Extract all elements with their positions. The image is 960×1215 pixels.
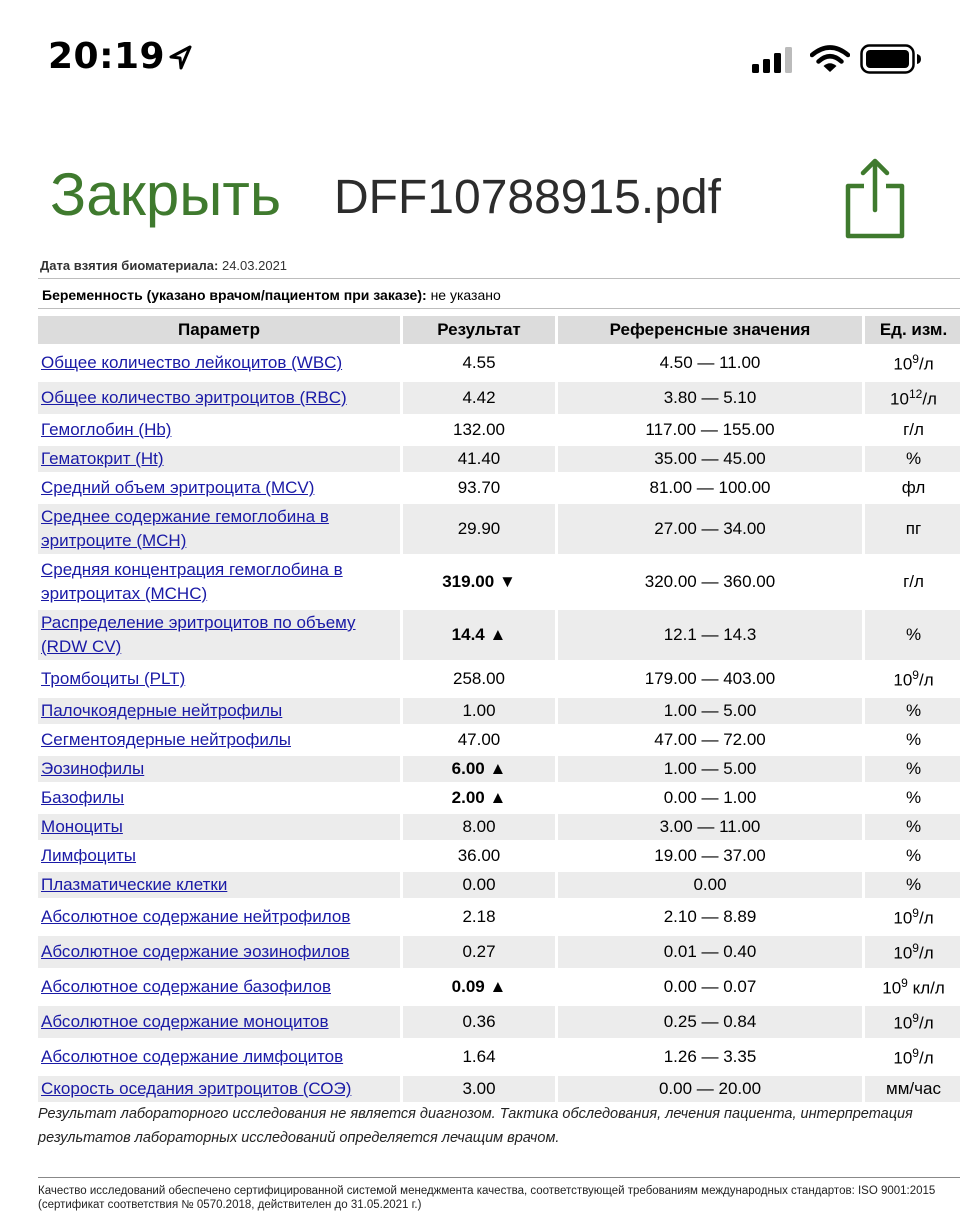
unit-cell bbox=[862, 1006, 960, 1038]
pregnancy-info bbox=[42, 287, 501, 303]
param-cell bbox=[38, 936, 400, 968]
param-cell bbox=[38, 901, 400, 933]
divider bbox=[38, 308, 960, 309]
result-cell bbox=[400, 901, 555, 933]
param-cell bbox=[38, 872, 400, 898]
result-value: 319.00 bbox=[442, 572, 495, 591]
reference-cell: 117.00 — 155.00 bbox=[555, 417, 862, 443]
result-cell bbox=[400, 727, 555, 753]
result-value: 3.00 bbox=[462, 1079, 496, 1098]
param-cell bbox=[38, 557, 400, 607]
unit-cell: % bbox=[862, 843, 960, 869]
unit-cell: пг bbox=[862, 504, 960, 554]
status-time: 20:19 bbox=[48, 36, 166, 77]
battery-icon bbox=[860, 44, 922, 74]
reference-cell: 27.00 — 34.00 bbox=[555, 504, 862, 554]
nav-bar bbox=[0, 150, 960, 250]
param-link[interactable]: Абсолютное содержание моноцитов bbox=[41, 1012, 329, 1031]
unit-cell: % bbox=[862, 698, 960, 724]
result-value: 0.00 bbox=[462, 875, 496, 894]
result-cell bbox=[400, 971, 555, 1003]
table-row bbox=[38, 446, 960, 472]
reference-cell: 2.10 — 8.89 bbox=[555, 901, 862, 933]
sample-date bbox=[40, 258, 287, 273]
param-link[interactable]: Тромбоциты (PLT) bbox=[41, 669, 186, 688]
result-cell bbox=[400, 663, 555, 695]
unit-cell bbox=[862, 901, 960, 933]
unit-suffix: /л bbox=[922, 389, 937, 409]
param-cell bbox=[38, 756, 400, 782]
reference-cell: 12.1 — 14.3 bbox=[555, 610, 862, 660]
unit-cell: % bbox=[862, 446, 960, 472]
reference-cell: 19.00 — 37.00 bbox=[555, 843, 862, 869]
param-cell bbox=[38, 698, 400, 724]
close-button[interactable]: Закрыть bbox=[50, 161, 282, 228]
unit-cell bbox=[862, 936, 960, 968]
unit-suffix: кл/л bbox=[907, 978, 945, 998]
table-row bbox=[38, 843, 960, 869]
table-row bbox=[38, 872, 960, 898]
param-link[interactable]: Лимфоциты bbox=[41, 846, 137, 865]
result-cell bbox=[400, 347, 555, 379]
unit-cell: мм/час bbox=[862, 1076, 960, 1102]
unit-suffix: /л bbox=[918, 1048, 934, 1068]
reference-cell: 1.26 — 3.35 bbox=[555, 1041, 862, 1073]
table-row bbox=[38, 382, 960, 414]
unit-base: 10 bbox=[893, 943, 913, 963]
divider bbox=[38, 278, 960, 279]
result-value: 0.09 bbox=[451, 977, 485, 996]
result-cell bbox=[400, 475, 555, 501]
param-cell bbox=[38, 1006, 400, 1038]
unit-cell: % bbox=[862, 756, 960, 782]
result-cell bbox=[400, 872, 555, 898]
param-link[interactable]: Палочкоядерные нейтрофилы bbox=[41, 701, 283, 720]
unit-cell bbox=[862, 663, 960, 695]
unit-exponent: 9 bbox=[912, 1010, 919, 1025]
param-cell bbox=[38, 843, 400, 869]
unit-base: 10 bbox=[893, 670, 913, 690]
table-row bbox=[38, 936, 960, 968]
reference-cell: 0.00 — 0.07 bbox=[555, 971, 862, 1003]
result-value: 93.70 bbox=[457, 478, 501, 497]
param-cell bbox=[38, 382, 400, 414]
reference-cell: 3.00 — 11.00 bbox=[555, 814, 862, 840]
result-value: 1.64 bbox=[462, 1047, 496, 1066]
result-cell bbox=[400, 446, 555, 472]
unit-cell: г/л bbox=[862, 417, 960, 443]
header-reference: Референсные значения bbox=[555, 316, 862, 344]
unit-base: 10 bbox=[893, 908, 913, 928]
unit-exponent: 9 bbox=[912, 667, 919, 682]
result-cell bbox=[400, 756, 555, 782]
param-link[interactable]: Общее количество эритроцитов (RBC) bbox=[41, 388, 347, 407]
table-row bbox=[38, 756, 960, 782]
param-link[interactable]: Абсолютное содержание эозинофилов bbox=[41, 942, 350, 961]
disclaimer: Результат лабораторного исследования не является диагнозом. Тактика обследования, лечения пациента, интерпретация результатов лабораторных исследований определяется лечащим врачом. bbox=[38, 1106, 913, 1146]
unit-cell: г/л bbox=[862, 557, 960, 607]
result-value: 258.00 bbox=[453, 669, 505, 688]
unit-cell bbox=[862, 382, 960, 414]
param-link[interactable]: Гемоглобин (Hb) bbox=[41, 420, 172, 439]
unit-base: 10 bbox=[893, 354, 913, 374]
result-value: 0.27 bbox=[462, 942, 496, 961]
reference-cell: 3.80 — 5.10 bbox=[555, 382, 862, 414]
result-value: 1.00 bbox=[462, 701, 496, 720]
table-row bbox=[38, 971, 960, 1003]
reference-cell: 1.00 — 5.00 bbox=[555, 756, 862, 782]
cellular-signal-icon bbox=[752, 46, 798, 74]
param-cell bbox=[38, 663, 400, 695]
table-row bbox=[38, 417, 960, 443]
reference-cell: 81.00 — 100.00 bbox=[555, 475, 862, 501]
unit-base: 10 bbox=[882, 978, 902, 998]
footer-note: Качество исследований обеспечено сертифицированной системой менеджмента качества, соответствующей требованиям международных стандартов: ISO 9001:2015 (сертификат соответствия № 0570.2018, действителен до 31.05.2021 г.) bbox=[38, 1185, 936, 1211]
arrow-up-icon: ▲ bbox=[489, 759, 507, 778]
param-link[interactable]: Абсолютное содержание базофилов bbox=[41, 977, 331, 996]
param-cell bbox=[38, 417, 400, 443]
reference-cell: 1.00 — 5.00 bbox=[555, 698, 862, 724]
unit-suffix: /л bbox=[918, 1013, 934, 1033]
result-cell bbox=[400, 1076, 555, 1102]
result-cell bbox=[400, 785, 555, 811]
param-link[interactable]: Абсолютное содержание лимфоцитов bbox=[41, 1047, 344, 1066]
param-cell bbox=[38, 347, 400, 379]
unit-cell bbox=[862, 347, 960, 379]
table-row bbox=[38, 557, 960, 607]
reference-cell: 0.01 — 0.40 bbox=[555, 936, 862, 968]
location-arrow-icon bbox=[168, 44, 192, 72]
status-bar bbox=[0, 0, 960, 120]
arrow-up-icon: ▲ bbox=[489, 977, 507, 996]
param-cell bbox=[38, 446, 400, 472]
sample-date-label: Дата взятия биоматериала: bbox=[40, 258, 219, 273]
param-cell bbox=[38, 475, 400, 501]
param-link[interactable]: Моноциты bbox=[41, 817, 123, 836]
unit-cell bbox=[862, 971, 960, 1003]
result-value: 2.00 bbox=[451, 788, 485, 807]
arrow-up-icon: ▲ bbox=[489, 788, 507, 807]
param-link[interactable]: Плазматические клетки bbox=[41, 875, 228, 894]
table-row bbox=[38, 785, 960, 811]
param-cell bbox=[38, 727, 400, 753]
param-link[interactable]: Скорость оседания эритроцитов (СОЭ) bbox=[41, 1079, 352, 1098]
results-table bbox=[38, 313, 960, 1105]
param-link[interactable]: Абсолютное содержание нейтрофилов bbox=[41, 907, 351, 926]
unit-suffix: /л bbox=[918, 908, 934, 928]
result-cell bbox=[400, 504, 555, 554]
reference-cell: 0.00 bbox=[555, 872, 862, 898]
table-row bbox=[38, 610, 960, 660]
share-icon[interactable] bbox=[842, 158, 908, 240]
unit-exponent: 9 bbox=[912, 905, 919, 920]
result-value: 6.00 bbox=[451, 759, 485, 778]
table-row bbox=[38, 1076, 960, 1102]
param-link[interactable]: Гематокрит (Ht) bbox=[41, 449, 164, 468]
result-cell bbox=[400, 610, 555, 660]
pregnancy-value: не указано bbox=[430, 287, 501, 303]
unit-cell: % bbox=[862, 727, 960, 753]
param-link[interactable]: Общее количество лейкоцитов (WBC) bbox=[41, 353, 343, 372]
result-value: 132.00 bbox=[453, 420, 505, 439]
pdf-document[interactable] bbox=[0, 250, 960, 1215]
param-link[interactable]: Среднее содержание гемоглобина в эритроците (MCH) bbox=[41, 507, 329, 550]
table-row bbox=[38, 347, 960, 379]
header-parameter: Параметр bbox=[38, 316, 400, 344]
param-cell bbox=[38, 610, 400, 660]
param-cell bbox=[38, 1041, 400, 1073]
table-row bbox=[38, 698, 960, 724]
unit-exponent: 12 bbox=[908, 386, 923, 401]
sample-date-value: 24.03.2021 bbox=[221, 258, 288, 273]
result-value: 2.18 bbox=[462, 907, 496, 926]
reference-cell: 179.00 — 403.00 bbox=[555, 663, 862, 695]
unit-exponent: 9 bbox=[912, 351, 919, 366]
param-link[interactable]: Средняя концентрация гемоглобина в эритроцитах (MCHC) bbox=[41, 560, 343, 603]
divider bbox=[38, 1177, 960, 1178]
unit-suffix: /л bbox=[918, 354, 934, 374]
unit-suffix: /л bbox=[918, 943, 934, 963]
arrow-up-icon: ▲ bbox=[489, 625, 507, 644]
unit-cell: % bbox=[862, 814, 960, 840]
unit-base: 10 bbox=[893, 1013, 913, 1033]
table-row bbox=[38, 504, 960, 554]
reference-cell: 320.00 — 360.00 bbox=[555, 557, 862, 607]
reference-cell: 4.50 — 11.00 bbox=[555, 347, 862, 379]
unit-cell: % bbox=[862, 610, 960, 660]
reference-cell: 35.00 — 45.00 bbox=[555, 446, 862, 472]
unit-base: 10 bbox=[890, 389, 909, 409]
result-cell bbox=[400, 698, 555, 724]
result-value: 29.90 bbox=[457, 519, 501, 538]
param-cell bbox=[38, 785, 400, 811]
result-value: 8.00 bbox=[462, 817, 496, 836]
result-value: 4.42 bbox=[462, 388, 496, 407]
unit-exponent: 9 bbox=[901, 975, 908, 990]
result-cell bbox=[400, 936, 555, 968]
param-cell bbox=[38, 504, 400, 554]
unit-cell: % bbox=[862, 872, 960, 898]
table-row bbox=[38, 475, 960, 501]
table-row bbox=[38, 727, 960, 753]
table-row bbox=[38, 901, 960, 933]
param-cell bbox=[38, 814, 400, 840]
param-cell bbox=[38, 971, 400, 1003]
result-cell bbox=[400, 814, 555, 840]
unit-cell: % bbox=[862, 785, 960, 811]
unit-cell bbox=[862, 1041, 960, 1073]
unit-base: 10 bbox=[893, 1048, 913, 1068]
result-value: 36.00 bbox=[457, 846, 501, 865]
param-link[interactable]: Средний объем эритроцита (MCV) bbox=[41, 478, 315, 497]
table-row bbox=[38, 663, 960, 695]
arrow-down-icon: ▼ bbox=[498, 572, 516, 591]
unit-suffix: /л bbox=[918, 670, 934, 690]
result-value: 41.40 bbox=[457, 449, 501, 468]
table-row bbox=[38, 1006, 960, 1038]
header-result: Результат bbox=[400, 316, 555, 344]
result-cell bbox=[400, 557, 555, 607]
param-link[interactable]: Базофилы bbox=[41, 788, 125, 807]
table-header-row bbox=[38, 316, 960, 344]
reference-cell: 0.25 — 0.84 bbox=[555, 1006, 862, 1038]
unit-cell: фл bbox=[862, 475, 960, 501]
result-cell bbox=[400, 1041, 555, 1073]
result-value: 0.36 bbox=[462, 1012, 496, 1031]
result-value: 47.00 bbox=[457, 730, 501, 749]
result-cell bbox=[400, 1006, 555, 1038]
wifi-icon bbox=[810, 44, 850, 74]
reference-cell: 47.00 — 72.00 bbox=[555, 727, 862, 753]
param-link[interactable]: Сегментоядерные нейтрофилы bbox=[41, 730, 291, 749]
unit-exponent: 9 bbox=[912, 940, 919, 955]
result-value: 14.4 bbox=[451, 625, 485, 644]
unit-exponent: 9 bbox=[912, 1045, 919, 1060]
document-title: DFF10788915.pdf bbox=[334, 171, 721, 224]
param-link[interactable]: Распределение эритроцитов по объему (RDW CV) bbox=[41, 613, 356, 656]
reference-cell: 0.00 — 20.00 bbox=[555, 1076, 862, 1102]
header-unit: Ед. изм. bbox=[862, 316, 960, 344]
result-cell bbox=[400, 382, 555, 414]
table-row bbox=[38, 1041, 960, 1073]
reference-cell: 0.00 — 1.00 bbox=[555, 785, 862, 811]
table-row bbox=[38, 814, 960, 840]
result-cell bbox=[400, 417, 555, 443]
param-link[interactable]: Эозинофилы bbox=[41, 759, 145, 778]
result-value: 4.55 bbox=[462, 353, 496, 372]
result-cell bbox=[400, 843, 555, 869]
pregnancy-label: Беременность (указано врачом/пациентом при заказе): bbox=[42, 287, 427, 303]
param-cell bbox=[38, 1076, 400, 1102]
